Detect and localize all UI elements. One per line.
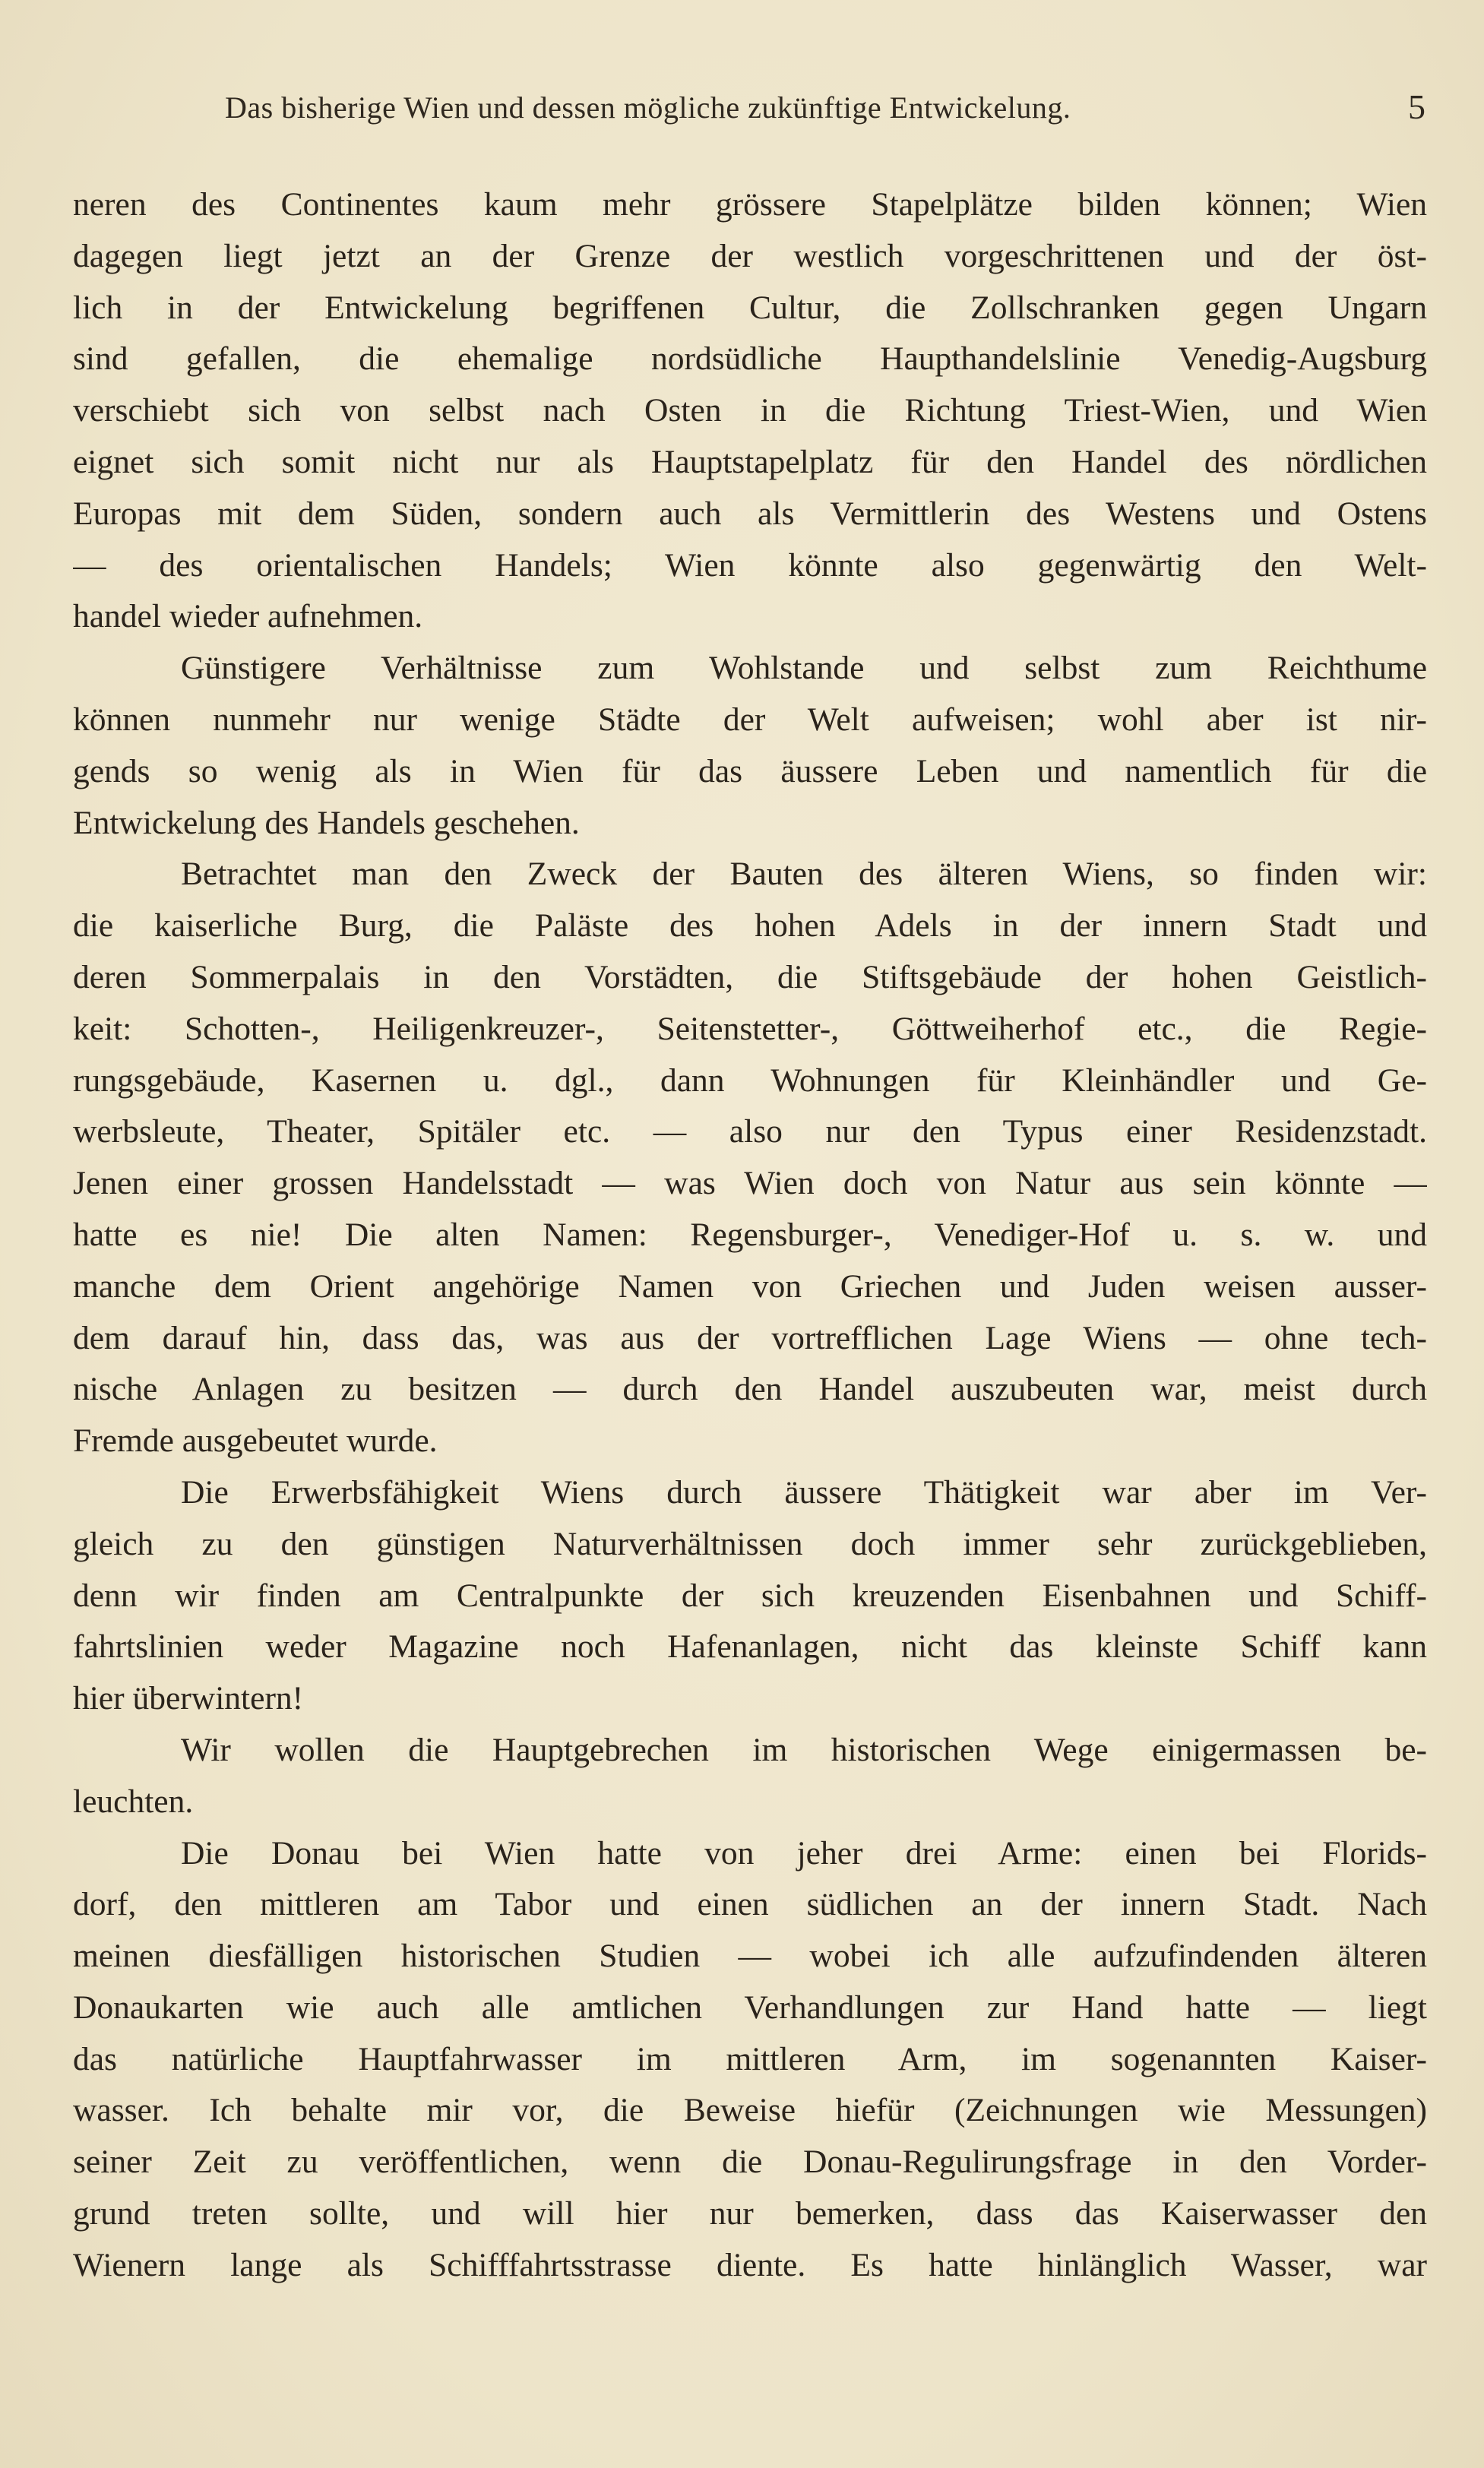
text-line: dem darauf hin, dass das, was aus der vortrefflichen Lage Wiens — ohne tech-: [73, 1319, 1427, 1356]
paragraph-start: Wir wollen die Hauptgebrechen im historischen Wege einigermassen be-: [181, 1731, 1427, 1768]
text-line: werbsleute, Theater, Spitäler etc. — also nur den Typus einer Residenzstadt.: [73, 1113, 1427, 1150]
paragraph-start: Betrachtet man den Zweck der Bauten des älteren Wiens, so finden wir:: [181, 856, 1427, 893]
text-line: nische Anlagen zu besitzen — durch den Handel auszubeuten war, meist durch: [73, 1371, 1427, 1408]
page-number: 5: [1408, 87, 1425, 126]
running-head: Das bisherige Wien und dessen mögliche zukünftige Entwickelung.: [225, 90, 1071, 125]
text-line: rungsgebäude, Kasernen u. dgl., dann Wohnungen für Kleinhändler und Ge-: [73, 1062, 1427, 1099]
text-line: das natürliche Hauptfahrwasser im mittleren Arm, im sogenannten Kaiser-: [73, 2040, 1427, 2077]
paragraph-start: Günstigere Verhältnisse zum Wohlstande und selbst zum Reichthume: [181, 650, 1427, 687]
text-line: grund treten sollte, und will hier nur bemerken, dass das Kaiserwasser den: [73, 2195, 1427, 2232]
text-line: Entwickelung des Handels geschehen.: [73, 804, 580, 841]
text-line: — des orientalischen Handels; Wien könnte also gegenwärtig den Welt-: [73, 546, 1427, 584]
text-line: keit: Schotten-, Heiligenkreuzer-, Seitenstetter-, Göttweiherhof etc., die Regie-: [73, 1010, 1427, 1047]
page-header: [73, 87, 1425, 135]
text-line: fahrtslinien weder Magazine noch Hafenanlagen, nicht das kleinste Schiff kann: [73, 1628, 1427, 1666]
text-line: können nunmehr nur wenige Städte der Welt aufweisen; wohl aber ist nir-: [73, 701, 1427, 738]
text-line: seiner Zeit zu veröffentlichen, wenn die Donau-Regulirungsfrage in den Vorder-: [73, 2144, 1427, 2181]
text-line: dagegen liegt jetzt an der Grenze der westlich vorgeschrittenen und der öst-: [73, 237, 1427, 274]
text-line: Donaukarten wie auch alle amtlichen Verhandlungen zur Hand hatte — liegt: [73, 1989, 1427, 2026]
body-text: [73, 179, 1427, 2292]
text-line: meinen diesfälligen historischen Studien — wobei ich alle aufzufindenden älteren: [73, 1938, 1427, 1975]
text-line: die kaiserliche Burg, die Paläste des hohen Adels in der innern Stadt und: [73, 907, 1427, 944]
text-line: Jenen einer grossen Handelsstadt — was Wien doch von Natur aus sein könnte —: [73, 1165, 1427, 1202]
text-line: dorf, den mittleren am Tabor und einen südlichen an der innern Stadt. Nach: [73, 1886, 1427, 1923]
text-line: deren Sommerpalais in den Vorstädten, die Stiftsgebäude der hohen Geistlich-: [73, 958, 1427, 995]
text-line: neren des Continentes kaum mehr grössere Stapelplätze bilden können; Wien: [73, 186, 1427, 223]
text-line: Wienern lange als Schifffahrtsstrasse diente. Es hatte hinlänglich Wasser, war: [73, 2246, 1427, 2283]
text-line: gleich zu den günstigen Naturverhältnissen doch immer sehr zurückgeblieben,: [73, 1525, 1427, 1562]
text-line: Fremde ausgebeutet wurde.: [73, 1422, 438, 1460]
paragraph-start: Die Donau bei Wien hatte von jeher drei Arme: einen bei Florids-: [181, 1834, 1427, 1872]
text-line: Europas mit dem Süden, sondern auch als Vermittlerin des Westens und Ostens: [73, 495, 1427, 532]
text-line: wasser. Ich behalte mir vor, die Beweise hiefür (Zeichnungen wie Messungen): [73, 2092, 1427, 2129]
paragraph-start: Die Erwerbsfähigkeit Wiens durch äussere Thätigkeit war aber im Ver-: [181, 1473, 1427, 1511]
text-line: sind gefallen, die ehemalige nordsüdliche Haupthandelslinie Venedig-Augsburg: [73, 340, 1427, 378]
text-line: verschiebt sich von selbst nach Osten in die Richtung Triest-Wien, und Wien: [73, 392, 1427, 429]
text-line: eignet sich somit nicht nur als Hauptstapelplatz für den Handel des nördlichen: [73, 443, 1427, 480]
text-line: lich in der Entwickelung begriffenen Cultur, die Zollschranken gegen Ungarn: [73, 289, 1427, 326]
text-line: hatte es nie! Die alten Namen: Regensburger-, Venediger-Hof u. s. w. und: [73, 1216, 1427, 1253]
text-line: hier überwintern!: [73, 1680, 304, 1717]
text-line: leuchten.: [73, 1783, 194, 1820]
text-line: denn wir finden am Centralpunkte der sich kreuzenden Eisenbahnen und Schiff-: [73, 1577, 1427, 1614]
text-line: manche dem Orient angehörige Namen von Griechen und Juden weisen ausser-: [73, 1267, 1427, 1305]
text-line: gends so wenig als in Wien für das äussere Leben und namentlich für die: [73, 752, 1427, 789]
text-line: handel wieder aufnehmen.: [73, 598, 423, 635]
